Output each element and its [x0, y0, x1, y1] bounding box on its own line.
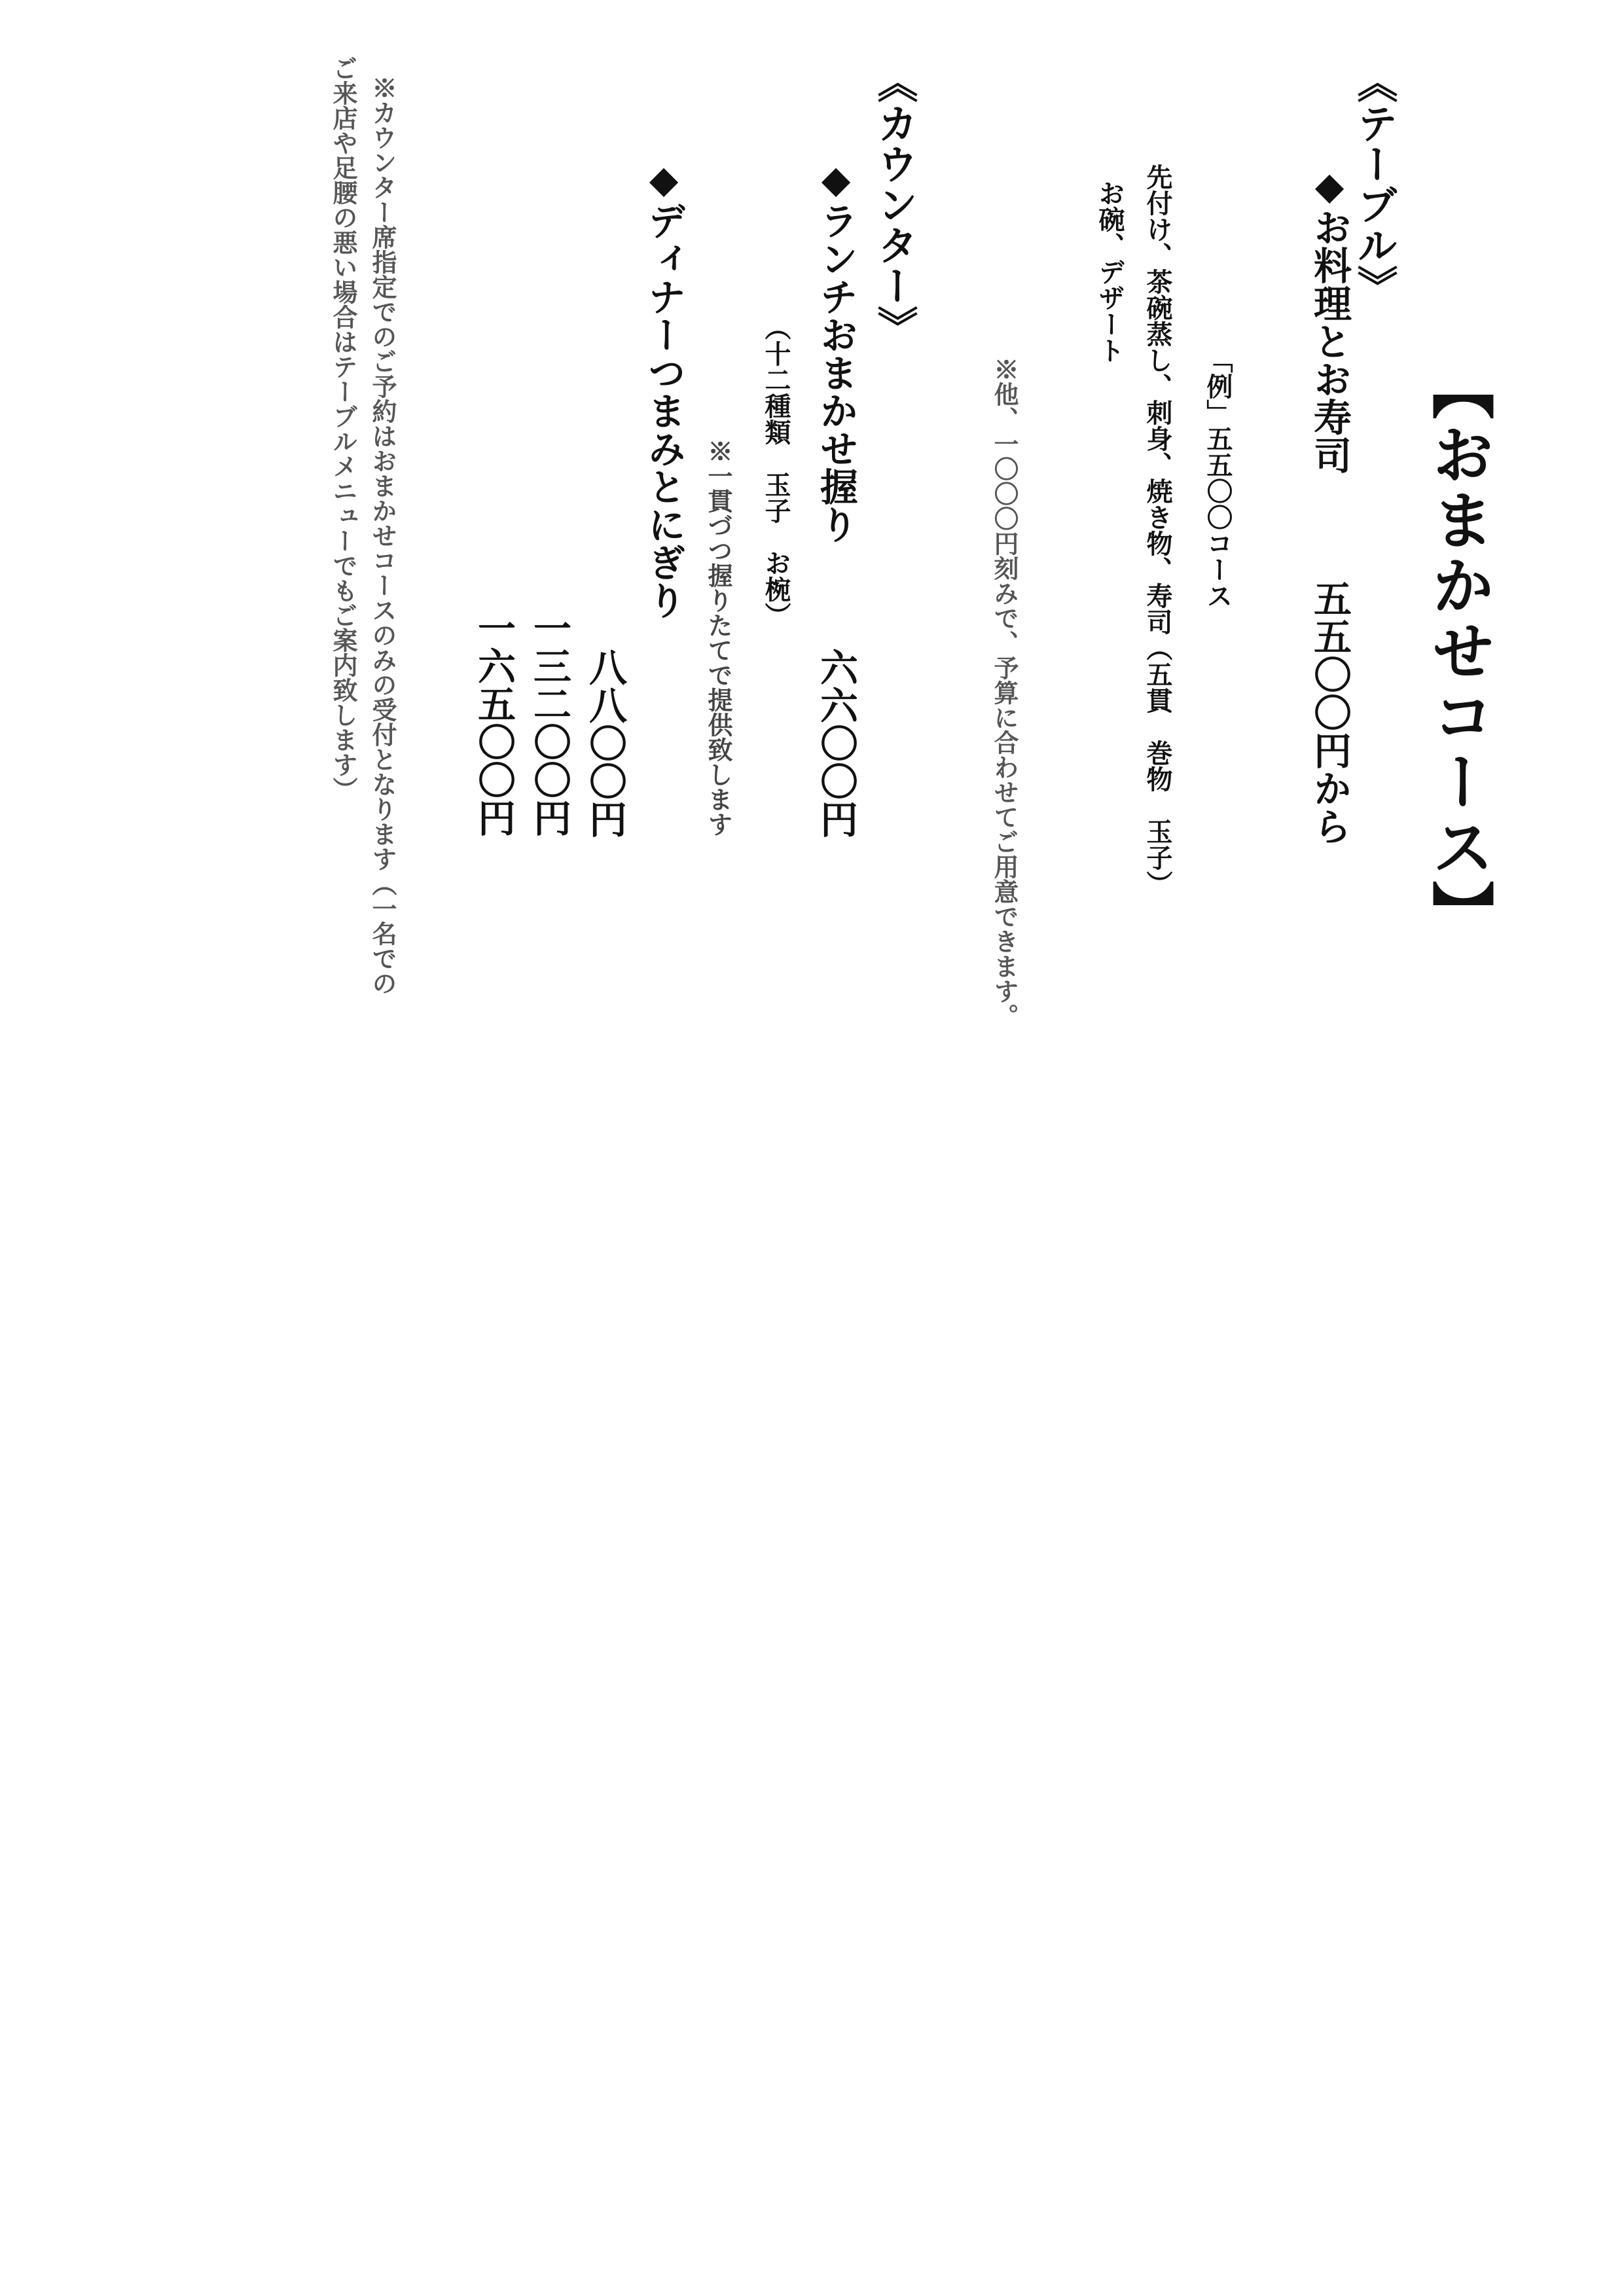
lunch-course-note: ※一貫づつ握りたてで提供致します — [704, 439, 733, 836]
table-budget-note: ※他、一〇〇〇円刻みで、予算に合わせてご用意できます。 — [990, 357, 1019, 1028]
table-section-heading: 《テーブル》 — [1350, 62, 1398, 306]
table-example-dishes-line2: お碗、デザート — [1094, 180, 1125, 363]
table-course-price: 五五〇〇円から — [1307, 579, 1352, 845]
table-example-label: 「例」五五〇〇コース — [1202, 347, 1233, 609]
counter-reservation-note-line1: ※カウンター席指定でのご予約はおまかせコースのみの受付となります（一名での — [368, 75, 397, 996]
page-title: 【おまかせコース】 — [1422, 357, 1496, 946]
lunch-course-price: 六六〇〇円 — [814, 648, 858, 838]
dinner-price-3: 一六五〇〇円 — [471, 609, 516, 836]
counter-section-heading: 《カウンター》 — [871, 62, 918, 346]
dinner-price-1: 八八〇〇円 — [583, 648, 627, 838]
table-example-dishes-line1: 先付け、茶碗蒸し、刺身、焼き物、寿司（五貫 巻物 玉子） — [1142, 164, 1173, 897]
lunch-course-name: ◆ランチおまかせ握り — [814, 157, 858, 543]
lunch-course-detail: （十二種類 玉子 お椀） — [761, 314, 791, 628]
table-course-name: ◆お料理とお寿司 — [1307, 164, 1352, 474]
dinner-price-2: 一三二〇〇円 — [527, 609, 571, 836]
counter-reservation-note-line2: ご来店や足腰の悪い場合はテーブルメニューでもご案内致します） — [329, 56, 358, 802]
dinner-course-name: ◆ディナーつまみとにぎり — [641, 157, 686, 619]
